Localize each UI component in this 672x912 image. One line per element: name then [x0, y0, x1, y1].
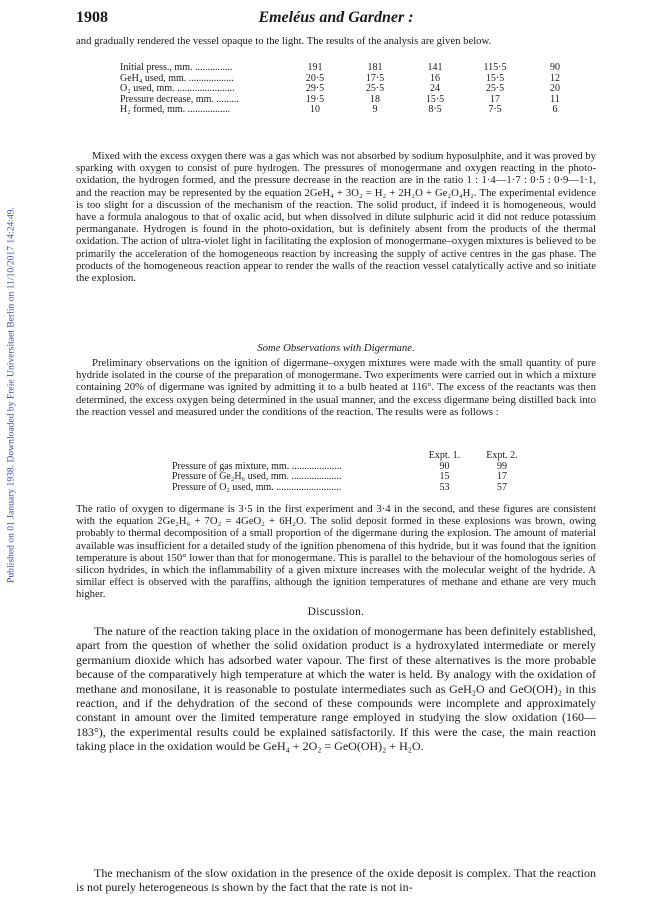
table-cell: 99	[497, 460, 507, 472]
table-cell: 24	[430, 83, 440, 95]
row-label: GeH₄ used, mm. ..................	[120, 72, 234, 84]
intro-text: and gradually rendered the vessel opaque to the light. The results of the analysis are given below.	[76, 35, 492, 47]
table-cell: 17	[497, 471, 507, 483]
table-cell: 115·5	[483, 62, 507, 73]
header-spacer	[172, 451, 417, 462]
table-cell: 11	[550, 93, 560, 105]
table-cell: 20	[550, 83, 560, 95]
download-watermark	[3, 150, 19, 640]
table-cell: 17·5	[365, 72, 385, 84]
table-row	[120, 63, 585, 74]
page-header	[76, 5, 596, 29]
table-header-row	[172, 451, 532, 462]
row-label: H₂ formed, mm. .................	[120, 104, 231, 116]
row-label: Pressure decrease, mm. .........	[120, 93, 239, 105]
analysis-table	[120, 63, 590, 116]
section-heading: Discussion.	[307, 606, 365, 618]
column-header: Expt. 2.	[486, 450, 518, 461]
table-cell: 10	[310, 104, 320, 116]
table-cell: 16	[430, 72, 440, 84]
running-title: Emeléus and Gardner :	[258, 9, 414, 26]
row-label: Pressure of gas mixture, mm. ....................	[172, 460, 342, 472]
analysis-table-grid	[120, 63, 585, 116]
table-cell: 15·5	[425, 93, 445, 105]
table-cell: 7·5	[488, 104, 502, 116]
digermane-subheading-block	[76, 342, 596, 354]
paragraph-text: The ratio of oxygen to digermane is 3·5 in the first experiment and 3·4 in the second, and these figures are consistent with the equation 2Ge₂H₆ + 7O₂ = 4GeO₂ + 6H₂O. The solid deposit formed in these explosions was brown, owing probably to thermal decomposition of a small proportion of the digermane during the explosion. The amount of material available was insufficient for a detailed study of the ignition phenomena of this hydride, but it was found that the ignition temperature is about 150° lower than that for monogermane. This is parallel to the behaviour of the homologous series of silicon hydrides, in which the inflammability of a given mixture increases with the molecular weight of the hydride. A similar effect is observed with the paraffins, although the ignition temperatures of methane and ethane are very much higher.	[76, 503, 596, 601]
page-number: 1908	[76, 9, 108, 26]
table-cell: 9	[372, 104, 378, 116]
digermane-paragraph	[76, 357, 596, 418]
table-row	[120, 105, 585, 116]
subheading: Some Observations with Digermane.	[257, 342, 415, 354]
table-cell: 57	[497, 481, 507, 493]
intro-paragraph	[76, 35, 596, 47]
table-cell: 20·5	[305, 72, 325, 84]
paragraph-text: The mechanism of the slow oxidation in the presence of the oxide deposit is complex. That the reaction is not purely heterogeneous is shown by the fact that the rate is not in-	[76, 866, 596, 895]
row-label: Initial press., mm. ...............	[120, 62, 233, 73]
table-cell: 15·5	[485, 72, 505, 84]
discussion-paragraph	[76, 624, 596, 754]
row-label: O₂ used, mm. .......................	[120, 83, 235, 95]
paragraph-text: Preliminary observations on the ignition of digermane–oxygen mixtures were made with the small quantity of pure hydride isolated in the course of the preparation of monogermane. Two experiments were carried out in which a mixture containing 20% of digermane was ignited by admitting it to a bulb heated at 116°. The excess of the reactants was then determined, the excess oxygen being determined in the usual manner, and the excess digermane being distilled back into the reaction vessel and measured under the conditions of the reaction. The results were as follows :	[76, 357, 596, 418]
table-row	[172, 483, 532, 494]
photo-oxidation-paragraph	[76, 150, 596, 284]
table-cell: 8·5	[428, 104, 442, 116]
table-cell: 53	[439, 481, 450, 493]
watermark-text: Published on 01 January 1938. Downloaded by Freie Universitaet Berlin on 11/10/2017 14:24:49.	[5, 207, 17, 583]
table-cell: 25·5	[485, 83, 505, 95]
table-cell: 15	[439, 471, 450, 483]
row-label: Pressure of Ge₂H₆ used, mm. ....................	[172, 471, 342, 483]
table-cell: 141	[427, 62, 443, 73]
ratio-paragraph	[76, 503, 596, 601]
mechanism-paragraph	[76, 866, 596, 895]
table-cell: 12	[550, 72, 560, 84]
digermane-table-grid	[172, 451, 532, 493]
paragraph-text: The nature of the reaction taking place in the oxidation of monogermane has been definitely established, apart from the question of whether the solid oxidation product is a hydroxylated intermediate or merely germanium dioxide which has adsorbed water vapour. The first of these alternatives is the more probable because of the comparatively high temperature at which the water is held. By analogy with the oxidation of methane and monosilane, it is reasonable to postulate intermediates such as GeH₂O and GeO(OH)₂ in this reaction, and if the dehydration of the second of these compounds were incomplete and approximately constant in amount over the limited temperature range employed in studying the slow oxidation (160—183°), the experimental results could be explained satisfactorily. If this were the case, the main reaction taking place in the oxidation would be GeH₄ + 2O₂ = GeO(OH)₂ + H₂O.	[76, 624, 596, 754]
digermane-table	[172, 451, 592, 493]
table-cell: 181	[367, 62, 383, 73]
column-header: Expt. 1.	[428, 450, 461, 461]
table-cell: 25·5	[365, 83, 385, 95]
table-cell: 90	[439, 460, 450, 472]
discussion-heading-block	[76, 606, 596, 618]
table-cell: 29·5	[305, 83, 325, 95]
table-cell: 17	[490, 93, 500, 105]
table-cell: 191	[307, 62, 323, 73]
row-label: Pressure of O₂ used, mm. ..........................	[172, 481, 342, 493]
table-cell: 18	[370, 93, 380, 105]
table-cell: 19·5	[305, 93, 325, 105]
paragraph-text: Mixed with the excess oxygen there was a gas which was not absorbed by sodium hyposulphite, and it was proved by sparking with oxygen to consist of pure hydrogen. The pressures of monogermane and oxygen reacting in the photo-oxidation, the hydrogen formed, and the pressure decrease in the reaction are in the ratio 1 : 1·4—1·7 : 0·5 : 0·9—1·1, and the reaction may be represented by the equation 2GeH₄ + 3O₂ = H₂ + 2H₂O + Ge₂O₄H₂. The experimental evidence is too slight for a discussion of the mechanism of the reaction. The solid product, if indeed it is homogeneous, would have a formula analogous to that of oxalic acid, but when dissolved in dilute sulphuric acid it did not reduce potassium permanganate. Hydrogen is found in the photo-oxidation, but is definitely absent from the products of the thermal oxidation. The action of ultra-violet light in facilitating the explosion of monogermane–oxygen mixtures is believed to be primarily the acceleration of the homogeneous reaction by increasing the supply of active centres in the gas phase. The products of the homogeneous reaction appear to render the walls of the reaction vessel catalytically active and so initiate the explosion.	[76, 150, 596, 285]
table-cell: 6	[552, 104, 558, 116]
table-cell: 90	[550, 62, 560, 73]
